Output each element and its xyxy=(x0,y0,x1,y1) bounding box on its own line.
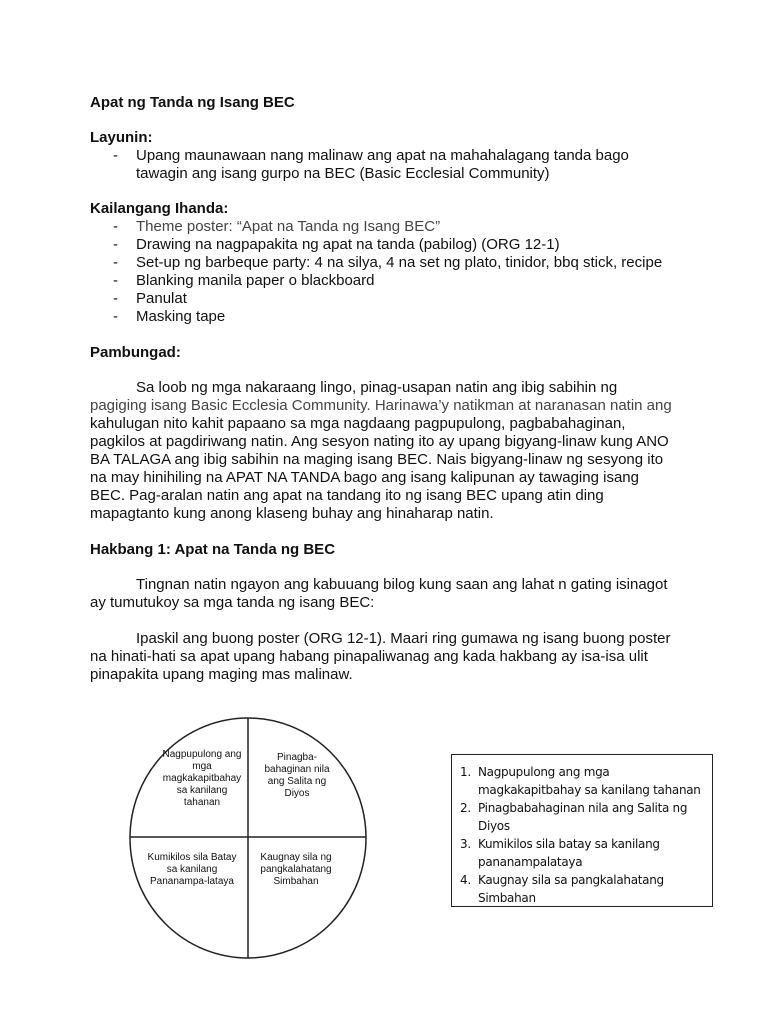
bullet-dash: - xyxy=(113,254,118,271)
pambungad-line: Sa loob ng mga nakaraang lingo, pinag-usapan natin ang ibig sabihin ng xyxy=(136,379,618,396)
pambungad-line: BA TALAGA ang ibig sabihin na maging isang BEC. Nais bigyang-linaw ng sesyong ito xyxy=(90,451,664,468)
pambungad-heading: Pambungad: xyxy=(90,344,181,361)
pambungad-line: mapagtanto kung anong klaseng buhay ang hinaharap natin. xyxy=(90,505,494,522)
bullet-dash: - xyxy=(113,308,118,325)
layunin-line-1: Upang maunawaan nang malinaw ang apat na mahahalagang tanda bago xyxy=(136,147,629,164)
pambungad-line: na may hinihiling na APAT NA TANDA bago ang isang kalipunan ay tawaging isang xyxy=(90,469,639,486)
list-item xyxy=(460,835,704,871)
pambungad-line: kahulugan nito kahit papaano sa mga nagdaang pagpupulong, pagbabahaginan, xyxy=(90,415,626,432)
list-item xyxy=(460,763,704,799)
hakbang-heading: Hakbang 1: Apat na Tanda ng BEC xyxy=(90,541,336,558)
bullet-dash: - xyxy=(113,218,118,235)
circle-quadrant-2: Pinagba-bahaginan nila ang Salita ng Diyos xyxy=(264,752,330,799)
list-text: Nagpupulong ang mga magkakapitbahay sa kanilang tahanan xyxy=(478,765,701,797)
bullet-dash: - xyxy=(113,290,118,307)
four-signs-list xyxy=(451,754,713,907)
page-title: Apat ng Tanda ng Isang BEC xyxy=(90,94,295,111)
kailangan-heading: Kailangang Ihanda: xyxy=(90,200,229,217)
list-number: 1. xyxy=(460,765,471,779)
hakbang-line: pinapakita upang maging mas malinaw. xyxy=(90,666,353,683)
kailangan-item: Masking tape xyxy=(136,308,226,325)
hakbang-line: Tingnan natin ngayon ang kabuuang bilog kung saan ang lahat n gating isinagot xyxy=(136,576,668,593)
circle-quadrant-3: Kumikilos sila Batay sa kanilang Pananampa-lataya xyxy=(147,852,237,887)
pambungad-line: BEC. Pag-aralan natin ang apat na tandang ito ng isang BEC upang atin ding xyxy=(90,487,604,504)
list-item xyxy=(460,799,704,835)
list-text: Kaugnay sila sa pangkalahatang Simbahan xyxy=(478,873,664,905)
kailangan-item: Drawing na nagpapakita ng apat na tanda (pabilog) (ORG 12-1) xyxy=(136,236,560,253)
list-number: 4. xyxy=(460,873,471,887)
pambungad-line: pagiging isang Basic Ecclesia Community. Harinawa’y natikman at naranasan natin ang xyxy=(90,397,672,414)
layunin-heading: Layunin: xyxy=(90,129,153,146)
bullet-dash: - xyxy=(113,147,118,164)
list-text: Kumikilos sila batay sa kanilang pananampalataya xyxy=(478,837,660,869)
circle-quadrant-1: Nagpupulong ang mga magkakapitbahay sa kanilang tahanan xyxy=(162,749,242,808)
kailangan-item: Blanking manila paper o blackboard xyxy=(136,272,375,289)
list-number: 2. xyxy=(460,801,471,815)
list-number: 3. xyxy=(460,837,471,851)
circle-quadrant-4: Kaugnay sila ng pangkalahatang Simbahan xyxy=(260,852,332,887)
hakbang-line: Ipaskil ang buong poster (ORG 12-1). Maari ring gumawa ng isang buong poster xyxy=(136,630,671,647)
kailangan-item: Panulat xyxy=(136,290,187,307)
bullet-dash: - xyxy=(113,236,118,253)
list-item xyxy=(460,871,704,907)
bullet-dash: - xyxy=(113,272,118,289)
layunin-line-2: tawagin ang isang gurpo na BEC (Basic Ecclesial Community) xyxy=(136,165,550,182)
hakbang-line: ay tumutukoy sa mga tanda ng isang BEC: xyxy=(90,594,375,611)
kailangan-item: Theme poster: “Apat na Tanda ng Isang BEC” xyxy=(136,218,441,235)
kailangan-item: Set-up ng barbeque party: 4 na silya, 4 na set ng plato, tinidor, bbq stick, recipe xyxy=(136,254,663,271)
list-text: Pinagbabahaginan nila ang Salita ng Diyos xyxy=(478,801,688,833)
hakbang-line: na hinati-hati sa apat upang habang pinapaliwanag ang kada hakbang ay isa-isa ulit xyxy=(90,648,648,665)
pambungad-line: pagkilos at pagdiriwang natin. Ang sesyon nating ito ay upang bigyang-linaw kung ANO xyxy=(90,433,669,450)
